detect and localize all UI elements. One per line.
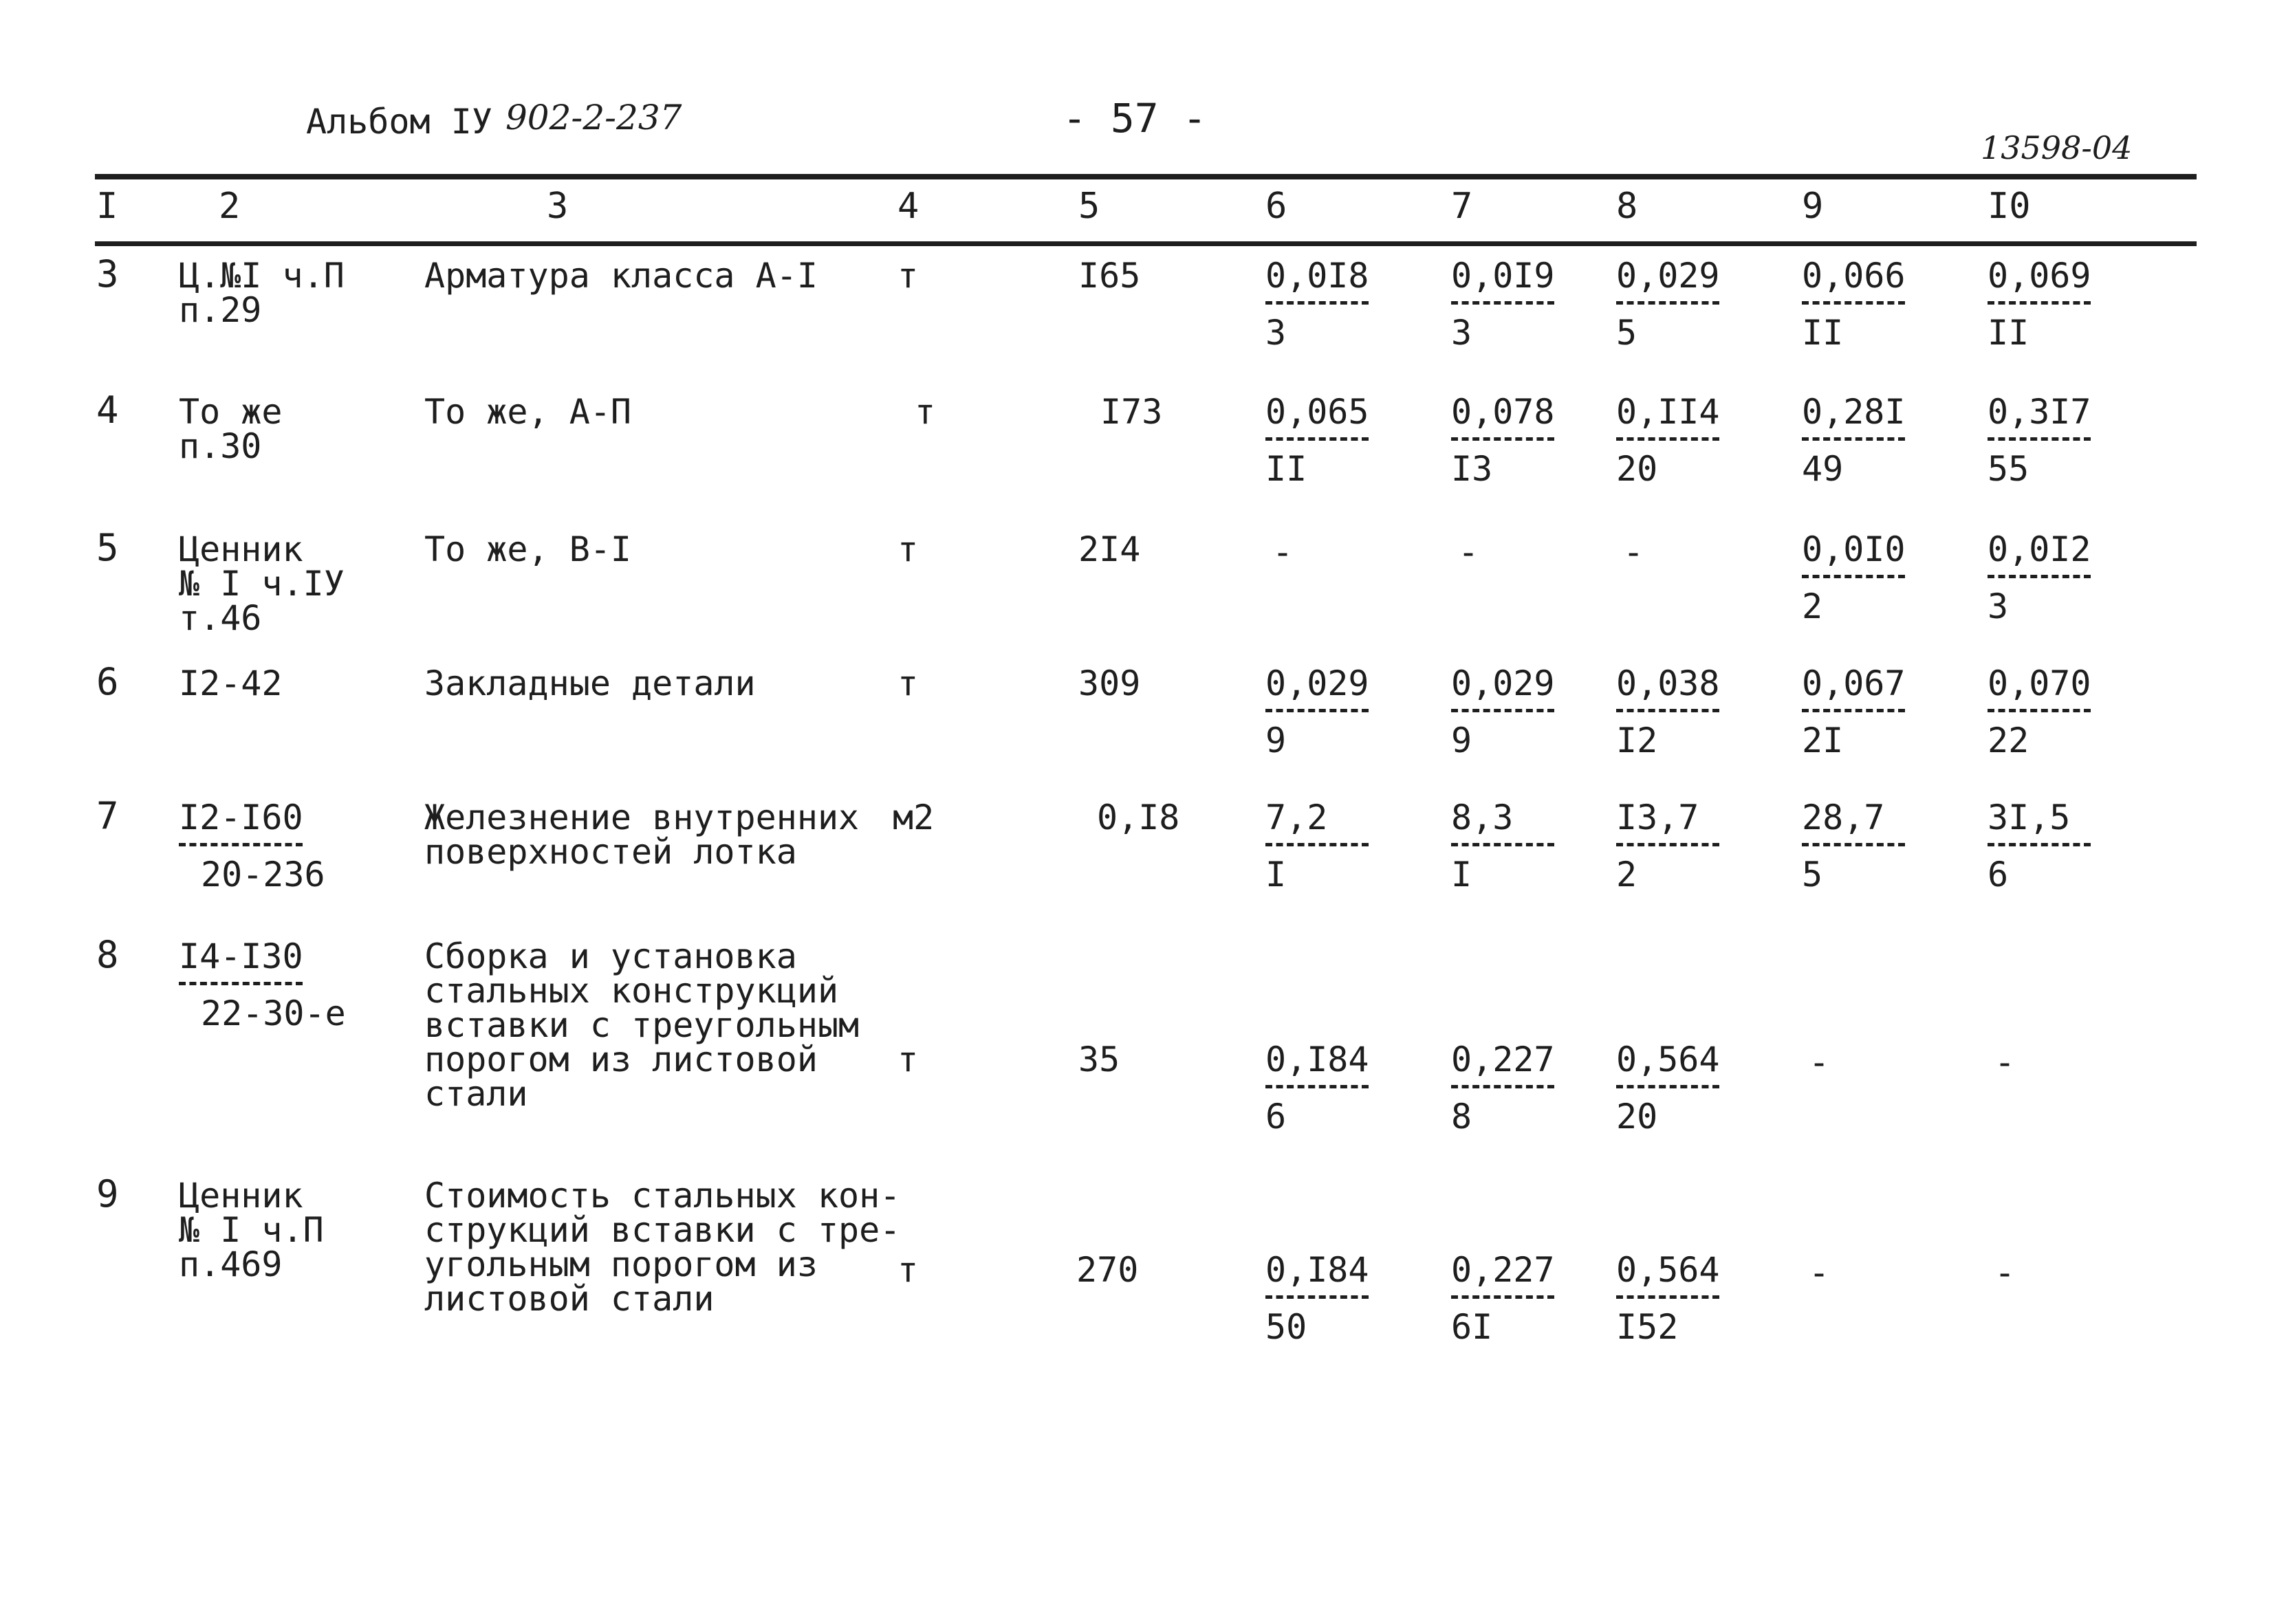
fraction-line	[1616, 301, 1719, 305]
price-reference-line: Ц.№I ч.П	[179, 256, 345, 296]
cost-value: I	[1265, 855, 1287, 895]
quantity-value: 0,3I7	[1988, 392, 2091, 432]
cost-value: 20	[1616, 449, 1658, 489]
row-number: 3	[96, 252, 119, 296]
quantity-value: 0,065	[1265, 392, 1369, 432]
cost-value: 6	[1988, 855, 2009, 895]
cost-value: 50	[1265, 1307, 1307, 1347]
work-description-line: стали	[424, 1074, 528, 1114]
quantity-value: 0,066	[1802, 256, 1906, 296]
quantity-value: 8,3	[1451, 798, 1514, 837]
fraction-line	[179, 982, 303, 985]
row-number: 5	[96, 526, 119, 569]
column-header-2: 2	[219, 186, 241, 227]
fraction-line	[179, 843, 303, 846]
cost-value: 6I	[1451, 1307, 1493, 1347]
work-description-line: угольным порогом из	[424, 1244, 818, 1284]
fraction-line	[1265, 301, 1369, 305]
cost-value: 49	[1802, 449, 1844, 489]
cost-value: II	[1265, 449, 1307, 489]
work-description	[424, 663, 756, 703]
fraction-line	[1988, 575, 2091, 578]
fraction-line	[1988, 301, 2091, 305]
fraction-line	[1988, 709, 2091, 712]
fraction-line	[1802, 575, 1905, 578]
quantity-fraction	[1451, 1250, 1555, 1347]
quantity-fraction	[1802, 256, 1906, 353]
fraction-line	[1451, 1085, 1554, 1088]
fraction-line	[1451, 843, 1554, 846]
cost-value: I	[1451, 855, 1472, 895]
quantity-fraction	[1265, 1250, 1369, 1347]
reference-denominator: 22-30-е	[201, 994, 346, 1033]
reference-numerator: I2-I60	[179, 798, 303, 837]
price-reference-line: п.30	[179, 426, 262, 466]
column-header-3: 3	[547, 186, 569, 227]
price-reference-fraction	[179, 936, 346, 1033]
quantity-value: 0,0I8	[1265, 256, 1369, 296]
quantity-fraction	[1451, 798, 1554, 895]
quantity-fraction	[1988, 798, 2091, 895]
fraction-line	[1616, 709, 1719, 712]
quantity-value: I3,7	[1616, 798, 1699, 837]
work-description-line: Стоимость стальных кон-	[424, 1176, 901, 1216]
cost-value: 9	[1451, 721, 1472, 760]
fraction-line	[1451, 709, 1554, 712]
cost-value: 55	[1988, 449, 2029, 489]
cost-value: 9	[1265, 721, 1287, 760]
work-description	[424, 256, 818, 296]
unit-of-measure: т	[897, 1040, 919, 1079]
price-reference-line: т.46	[179, 598, 262, 638]
empty-value-dash: -	[1272, 532, 1294, 572]
quantity-fraction	[1265, 256, 1369, 353]
unit-price: I73	[1100, 392, 1163, 432]
price-reference	[179, 529, 345, 638]
price-reference-line: I2-42	[179, 663, 283, 703]
empty-value-dash: -	[1994, 1042, 2016, 1082]
unit-of-measure: т	[897, 256, 919, 296]
unit-of-measure: м2	[893, 798, 935, 837]
quantity-value: 0,067	[1802, 663, 1906, 703]
price-reference	[179, 1178, 324, 1282]
work-description	[424, 936, 860, 1114]
work-description	[424, 1176, 901, 1319]
quantity-value: 0,029	[1265, 663, 1369, 703]
fraction-line	[1616, 1085, 1719, 1088]
cost-value: II	[1988, 313, 2029, 353]
fraction-line	[1802, 709, 1905, 712]
work-description-line: Арматура класса А-I	[424, 256, 818, 296]
fraction-line	[1802, 301, 1905, 305]
column-header-6: 6	[1265, 186, 1287, 227]
empty-value-dash: -	[1623, 532, 1644, 572]
column-header-1: I	[96, 186, 118, 227]
quantity-fraction	[1616, 1250, 1720, 1347]
work-description-line: Сборка и установка	[424, 936, 797, 976]
unit-price: 270	[1076, 1250, 1139, 1290]
cost-value: I52	[1616, 1307, 1679, 1347]
quantity-fraction	[1616, 256, 1720, 353]
quantity-value: 0,I84	[1265, 1250, 1369, 1290]
quantity-value: 0,564	[1616, 1040, 1720, 1079]
reference-numerator: I4-I30	[179, 936, 303, 976]
fraction-line	[1265, 437, 1369, 441]
column-header-5: 5	[1078, 186, 1100, 227]
cost-value: 6	[1265, 1097, 1287, 1137]
unit-price: 2I4	[1078, 529, 1141, 569]
work-description-line: Закладные детали	[424, 663, 756, 703]
quantity-fraction	[1802, 392, 1906, 489]
fraction-line	[1451, 437, 1554, 441]
price-reference-line: п.29	[179, 290, 262, 330]
table-top-rule	[95, 174, 2197, 179]
quantity-value: 0,078	[1451, 392, 1555, 432]
fraction-line	[1616, 1295, 1719, 1299]
unit-price: I65	[1078, 256, 1141, 296]
cost-value: 22	[1988, 721, 2029, 760]
quantity-value: 0,227	[1451, 1040, 1555, 1079]
row-number: 4	[96, 388, 119, 432]
cost-value: I2	[1616, 721, 1658, 760]
cost-value: 5	[1616, 313, 1637, 353]
quantity-value: 0,0I2	[1988, 529, 2091, 569]
fraction-line	[1616, 843, 1719, 846]
quantity-value: 3I,5	[1988, 798, 2071, 837]
fraction-line	[1802, 843, 1905, 846]
price-reference-line: п.469	[179, 1244, 283, 1284]
fraction-line	[1451, 301, 1554, 305]
quantity-fraction	[1616, 1040, 1720, 1137]
quantity-value: 0,029	[1451, 663, 1555, 703]
work-description-line: Железнение внутренних	[424, 798, 860, 837]
cost-value: 3	[1988, 586, 2009, 626]
empty-value-dash: -	[1994, 1253, 2016, 1293]
quantity-fraction	[1988, 529, 2091, 626]
empty-value-dash: -	[1809, 1253, 1830, 1293]
price-reference	[179, 663, 283, 703]
quantity-value: 0,0I0	[1802, 529, 1906, 569]
empty-value-dash: -	[1809, 1042, 1830, 1082]
quantity-value: 0,0I9	[1451, 256, 1555, 296]
column-header-4: 4	[897, 186, 919, 227]
unit-of-measure: т	[915, 392, 936, 432]
quantity-value: 0,069	[1988, 256, 2091, 296]
album-code: 902-2-237	[505, 98, 682, 138]
quantity-fraction	[1988, 256, 2091, 353]
price-reference	[179, 392, 283, 466]
quantity-fraction	[1988, 392, 2091, 489]
fraction-line	[1265, 709, 1369, 712]
quantity-fraction	[1616, 392, 1720, 489]
empty-value-dash: -	[1458, 532, 1479, 572]
fraction-line	[1265, 843, 1369, 846]
cost-value: 3	[1451, 313, 1472, 353]
work-description-line: поверхностей лотка	[424, 832, 797, 872]
work-description-line: вставки с треугольным	[424, 1005, 860, 1045]
work-description-line: стальных конструкций	[424, 971, 839, 1011]
fraction-line	[1802, 437, 1905, 441]
quantity-value: 28,7	[1802, 798, 1885, 837]
page-number: - 57 -	[1063, 95, 1207, 142]
work-description-line: струкций вставки с тре-	[424, 1210, 901, 1250]
quantity-fraction	[1802, 798, 1905, 895]
quantity-value: 0,564	[1616, 1250, 1720, 1290]
unit-price: 35	[1078, 1040, 1120, 1079]
price-reference-line: № I ч.IУ	[179, 564, 345, 604]
quantity-value: 0,227	[1451, 1250, 1555, 1290]
quantity-value: 0,I84	[1265, 1040, 1369, 1079]
work-description	[424, 529, 632, 569]
cost-value: 2	[1802, 586, 1823, 626]
row-number: 6	[96, 660, 119, 703]
unit-price: 309	[1078, 663, 1141, 703]
unit-price: 0,I8	[1097, 798, 1180, 837]
fraction-line	[1988, 843, 2091, 846]
reference-denominator: 20-236	[201, 855, 325, 895]
unit-of-measure: т	[897, 663, 919, 703]
cost-value: 5	[1802, 855, 1823, 895]
work-description-line: листовой стали	[424, 1279, 715, 1319]
cost-value: 2	[1616, 855, 1637, 895]
quantity-fraction	[1265, 798, 1369, 895]
unit-of-measure: т	[897, 1250, 919, 1290]
quantity-fraction	[1451, 663, 1555, 760]
quantity-fraction	[1265, 1040, 1369, 1137]
cost-value: I3	[1451, 449, 1493, 489]
price-reference	[179, 256, 345, 330]
quantity-fraction	[1616, 798, 1719, 895]
price-reference-line: То же	[179, 392, 283, 432]
column-header-9: 9	[1802, 186, 1824, 227]
work-description	[424, 392, 632, 432]
fraction-line	[1451, 1295, 1554, 1299]
quantity-fraction	[1802, 529, 1906, 626]
column-header-10: I0	[1988, 186, 2031, 227]
unit-of-measure: т	[897, 529, 919, 569]
quantity-value: 0,II4	[1616, 392, 1720, 432]
quantity-fraction	[1451, 256, 1555, 353]
price-reference-line: Ценник	[179, 1176, 303, 1216]
cost-value: 2I	[1802, 721, 1844, 760]
work-description-line: порогом из листовой	[424, 1040, 818, 1079]
quantity-fraction	[1451, 1040, 1555, 1137]
work-description	[424, 798, 860, 872]
document-number: 13598-04	[1981, 129, 2133, 166]
column-header-8: 8	[1616, 186, 1638, 227]
quantity-value: 0,038	[1616, 663, 1720, 703]
cost-value: II	[1802, 313, 1844, 353]
row-number: 7	[96, 794, 119, 837]
quantity-value: 7,2	[1265, 798, 1328, 837]
quantity-value: 0,029	[1616, 256, 1720, 296]
fraction-line	[1616, 437, 1719, 441]
price-reference-line: Ценник	[179, 529, 303, 569]
work-description-line: То же, А-П	[424, 392, 632, 432]
cost-value: 3	[1265, 313, 1287, 353]
quantity-fraction	[1802, 663, 1906, 760]
quantity-value: 0,28I	[1802, 392, 1906, 432]
cost-value: 20	[1616, 1097, 1658, 1137]
table-header-rule	[95, 241, 2197, 246]
fraction-line	[1988, 437, 2091, 441]
quantity-value: 0,070	[1988, 663, 2091, 703]
row-number: 8	[96, 933, 119, 976]
cost-value: 8	[1451, 1097, 1472, 1137]
price-reference-line: № I ч.П	[179, 1210, 324, 1250]
work-description-line: То же, В-I	[424, 529, 632, 569]
quantity-fraction	[1265, 392, 1369, 489]
quantity-fraction	[1616, 663, 1720, 760]
quantity-fraction	[1988, 663, 2091, 760]
quantity-fraction	[1451, 392, 1555, 489]
fraction-line	[1265, 1085, 1369, 1088]
quantity-fraction	[1265, 663, 1369, 760]
price-reference-fraction	[179, 798, 325, 895]
fraction-line	[1265, 1295, 1369, 1299]
row-number: 9	[96, 1172, 119, 1216]
column-header-7: 7	[1451, 186, 1473, 227]
album-label: Альбом IУ	[306, 102, 492, 142]
